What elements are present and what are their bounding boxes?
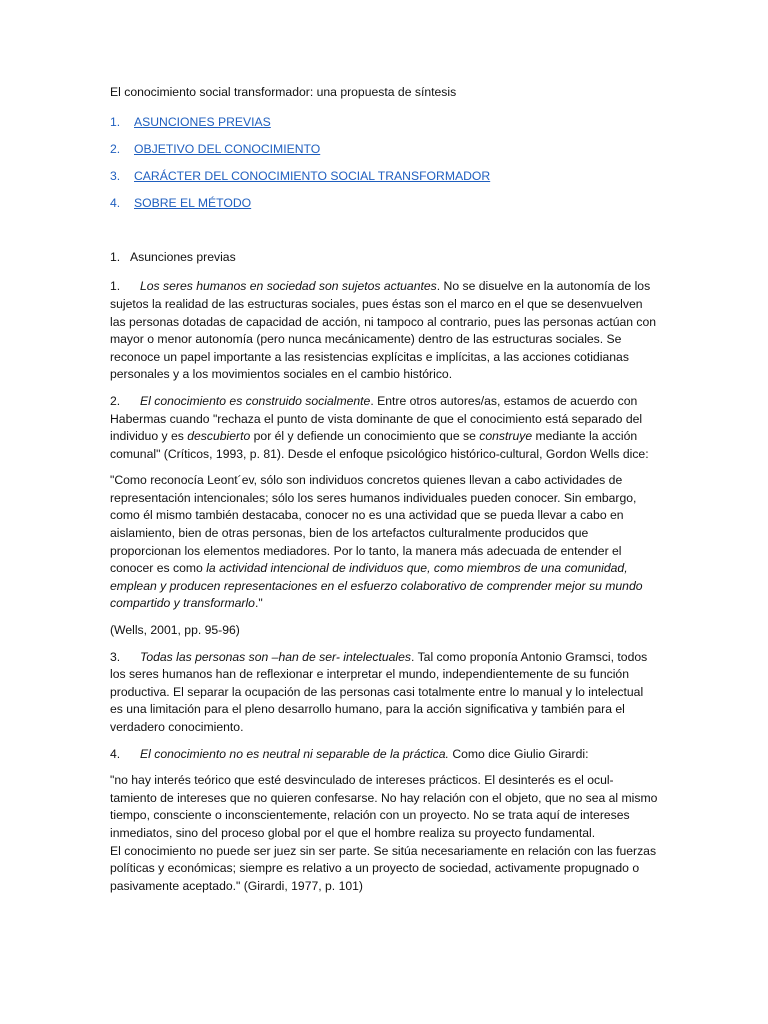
quote-text: "Como reconocía Leont´ev, sólo son individuos concretos quienes llevan a cabo actividades de representación intencionales; sólo los seres humanos individuales pueden conocer. Sin embargo, como él mismo también destacaba, conocer no es una actividad que se pueda llevar a cabo en aislamiento, bien de otras personas, bien de los artefactos culturalmente producidos que proporcionan los elementos mediadores. Por lo tanto, la manera más adecuada de entender el conocer es como <box>110 473 637 576</box>
toc-number: 2. <box>110 141 121 156</box>
section-number: 1. <box>110 249 121 264</box>
paragraph-text: por él y defiende un conocimiento que se <box>250 429 480 444</box>
section-title: Asunciones previas <box>130 249 236 264</box>
item-number: 1. <box>110 279 121 294</box>
paragraph-text: . Tal como proponía Antonio Gramsci, todos los seres humanos han de reflexionar e interpretar el mundo, independientemente de su función productiva. El separar la ocupación de las personas casi totalmente entre lo manual y lo intelectual es una limitación para el pleno desarrollo humano, para la acción significativa y también para el verdadero conocimiento. <box>110 649 648 734</box>
paragraph-text: . Entre otros autores/as, estamos de acuerdo con Habermas cuando "rechaza el punto de vista dominante de que el conocimiento está separado del individuo y es <box>110 393 643 444</box>
quote-end: ." <box>254 596 263 611</box>
toc-number: 3. <box>110 168 121 183</box>
toc-item <box>110 168 658 186</box>
toc-label: OBJETIVO DEL CONOCIMIENTO <box>134 141 321 156</box>
table-of-contents <box>110 114 658 213</box>
italic-thesis: El conocimiento es construido socialmente <box>140 393 371 408</box>
document-page <box>110 84 658 895</box>
quote-paragraph: "no hay interés teórico que esté desvinculado de intereses prácticos. El desinterés es el ocul-tamiento de intereses que no quieren confesarse. No hay relación con el objeto, que no sea al mismo tiempo, consciente o inconscientemente, relación con un proyecto. No se trata aquí de intereses inmediatos, sino del proceso global por el que el hombre realiza su proyecto fundamental. <box>110 773 658 840</box>
paragraph-item-1 <box>110 278 658 384</box>
paragraph-text: mediante la acción comunal" (Críticos, 1993, p. 81). Desde el enfoque psicológico histórico-cultural, Gordon Wells dice: <box>110 429 649 461</box>
italic-thesis: El conocimiento no es neutral ni separable de la práctica. <box>140 746 449 761</box>
toc-link-caracter-del-conocimiento[interactable] <box>110 169 490 183</box>
toc-label: SOBRE EL MÉTODO <box>134 196 252 211</box>
toc-label: ASUNCIONES PREVIAS <box>134 114 271 129</box>
toc-link-sobre-el-metodo[interactable] <box>110 196 251 210</box>
section-heading <box>110 249 658 267</box>
quote-girardi <box>110 772 658 895</box>
toc-link-objetivo-del-conocimiento[interactable] <box>110 142 320 156</box>
toc-number: 1. <box>110 114 121 129</box>
paragraph-text: . No se disuelve en la autonomía de los sujetos la realidad de las estructuras sociales, pues éstas son el marco en el que se desenvuelven las personas dotadas de capacidad de acción, ni tampoco al contrario, pues las personas actúan con mayor o menor autonomía (pero nunca mecánicamente) dentro de las estructuras sociales. Se reconoce un papel importante a las resistencias explícitas e implícitas, a las acciones cotidianas personales y a los movimientos sociales en el cambio histórico. <box>110 279 657 382</box>
quote-paragraph: El conocimiento no puede ser juez sin ser parte. Se sitúa necesariamente en relación con las fuerzas políticas y económicas; siempre es relativo a un proyecto de sociedad, activamente propugnado o pasivamente aceptado." (Girardi, 1977, p. 101) <box>110 843 657 893</box>
toc-number: 4. <box>110 196 121 211</box>
italic-word: descubierto <box>187 429 251 444</box>
italic-thesis: Los seres humanos en sociedad son sujetos actuantes <box>140 279 437 294</box>
toc-item <box>110 195 658 213</box>
toc-link-asunciones-previas[interactable] <box>110 115 271 129</box>
italic-thesis: Todas las personas son –han de ser- intelectuales <box>140 649 412 664</box>
item-number: 3. <box>110 649 121 664</box>
item-number: 2. <box>110 393 121 408</box>
item-number: 4. <box>110 746 121 761</box>
paragraph-text: Como dice Giulio Girardi: <box>448 746 589 761</box>
citation-wells: (Wells, 2001, pp. 95-96) <box>110 623 240 638</box>
toc-item <box>110 114 658 132</box>
italic-word: construye <box>479 429 533 444</box>
paragraph-item-3 <box>110 649 658 737</box>
paragraph-item-4 <box>110 746 658 764</box>
quote-wells <box>110 472 658 613</box>
document-title: El conocimiento social transformador: una propuesta de síntesis <box>110 85 457 99</box>
toc-label: CARÁCTER DEL CONOCIMIENTO SOCIAL TRANSFORMADOR <box>134 168 491 183</box>
paragraph-item-2 <box>110 393 658 463</box>
toc-item <box>110 141 658 159</box>
quote-italic: la actividad intencional de individuos que, como miembros de una comunidad, emplean y producen representaciones en el esfuerzo colaborativo de comprender mejor su mundo compartido y transformarlo <box>110 561 643 611</box>
